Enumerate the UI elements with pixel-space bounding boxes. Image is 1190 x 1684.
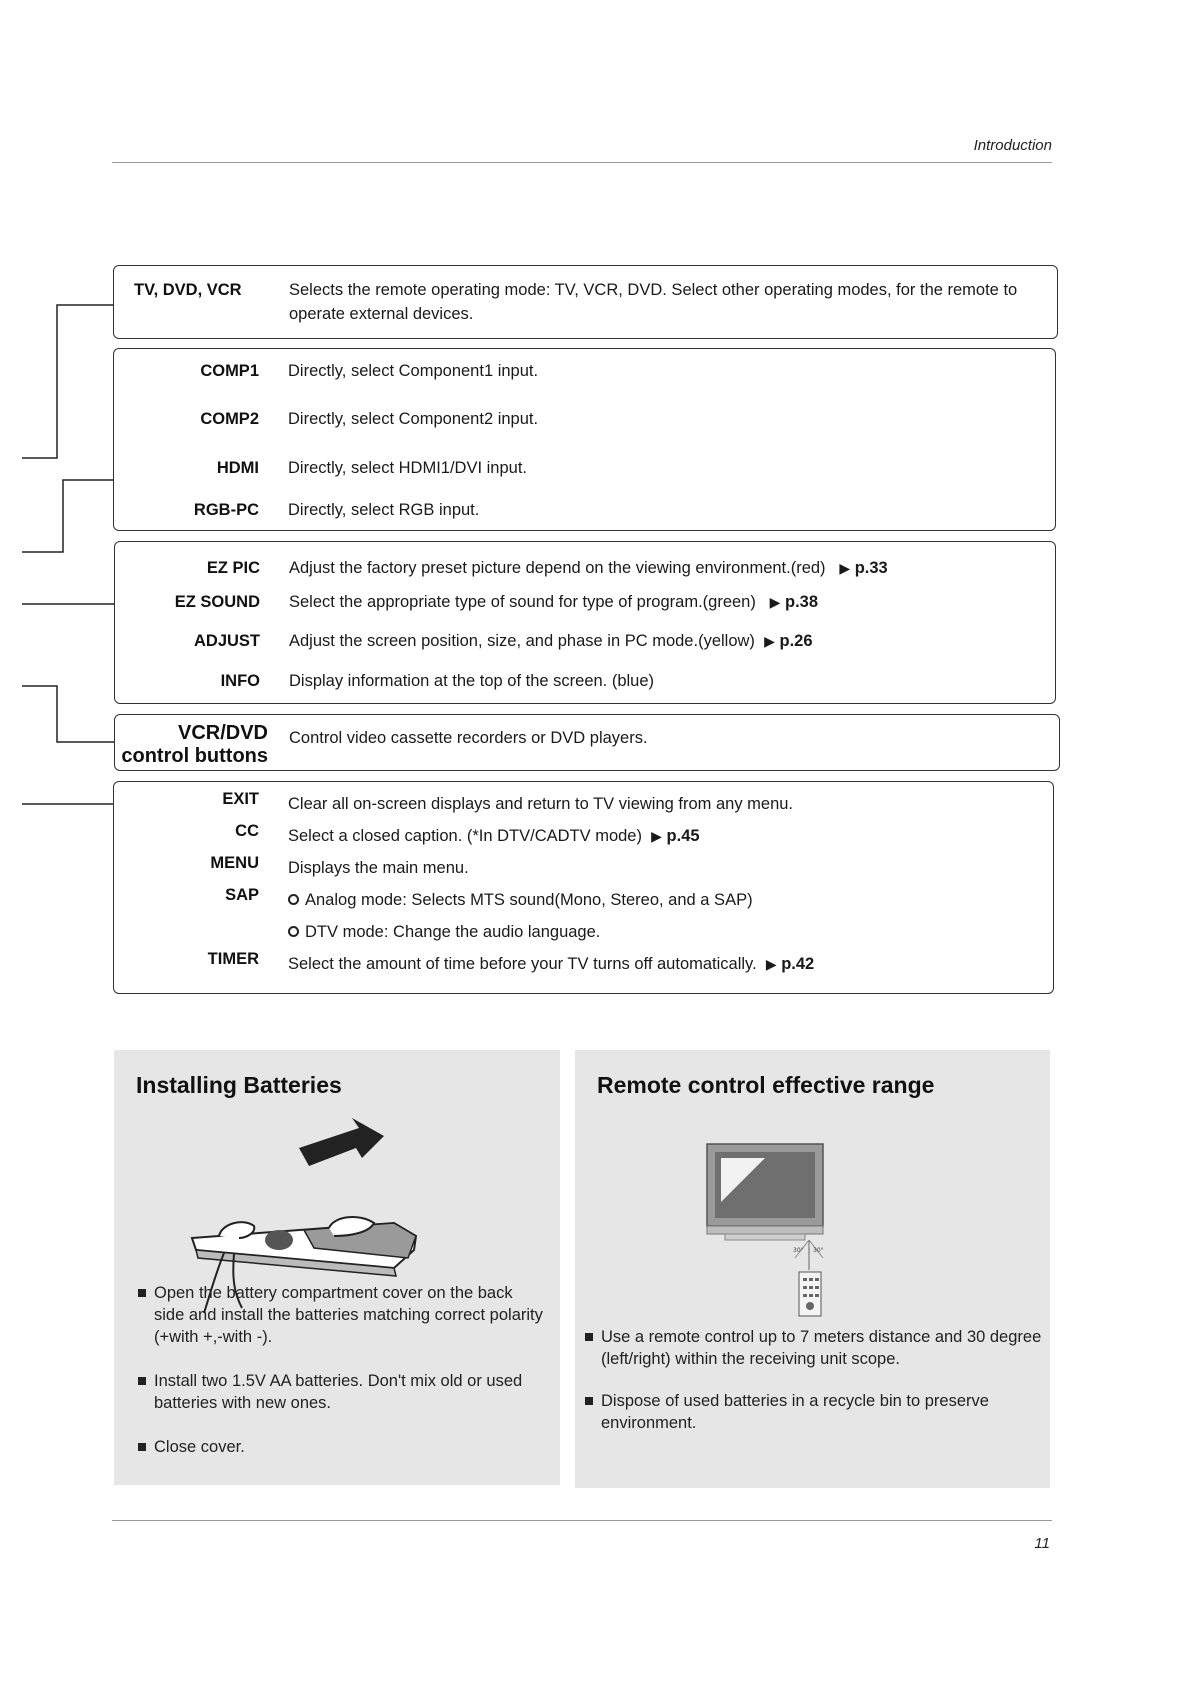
- misc-desc: Select the amount of time before your TV turns off automatically.: [288, 955, 757, 973]
- batteries-bullet: Close cover.: [138, 1436, 544, 1458]
- input-desc: Directly, select Component1 input.: [288, 362, 539, 380]
- installing-batteries-panel: [114, 1050, 560, 1485]
- batteries-bullet: Open the battery compartment cover on the back side and install the batteries matching correct polarity (+with +,-with -).: [138, 1282, 544, 1348]
- input-box: [113, 348, 1056, 531]
- color-key: EZ PIC: [206, 559, 260, 577]
- vcr-dvd-box: [114, 714, 1060, 771]
- range-bullet: Dispose of used batteries in a recycle bin to preserve environment.: [585, 1390, 1046, 1434]
- input-key: RGB-PC: [193, 501, 259, 519]
- callout-line-mode: [22, 305, 113, 458]
- header-rule: [112, 162, 1052, 163]
- vcr-desc: Control video cassette recorders or DVD players.: [289, 729, 648, 747]
- callout-lines: [0, 0, 120, 820]
- misc-key: TIMER: [207, 950, 259, 968]
- page-reference: ▶ p.38: [769, 593, 819, 611]
- misc-desc: Displays the main menu.: [288, 859, 469, 877]
- square-bullet-icon: [138, 1377, 146, 1385]
- input-desc: Directly, select RGB input.: [288, 501, 480, 519]
- range-bullet: Use a remote control up to 7 meters distance and 30 degree (left/right) within the receiving unit scope.: [585, 1326, 1046, 1370]
- color-buttons-box: [114, 541, 1056, 704]
- mode-box: [113, 265, 1058, 339]
- reference-arrow-icon: ▶: [651, 828, 662, 844]
- mode-desc: Selects the remote operating mode: TV, VCR, DVD. Select other operating modes, for the remote to operate external devices.: [289, 281, 1018, 323]
- tv-range-illustration: [705, 1140, 875, 1320]
- callout-line-vcr: [22, 686, 114, 742]
- misc-key: SAP: [225, 886, 259, 904]
- sap-item: Analog mode: Selects MTS sound(Mono, Stereo, and a SAP): [305, 891, 753, 909]
- color-desc: Adjust the screen position, size, and phase in PC mode.(yellow): [289, 632, 755, 650]
- reference-arrow-icon: ▶: [765, 956, 777, 972]
- vcr-key-line1: VCR/DVD: [177, 722, 268, 744]
- batteries-title: Installing Batteries: [136, 1072, 342, 1098]
- misc-key: EXIT: [222, 790, 259, 808]
- input-key: COMP1: [200, 362, 259, 380]
- square-bullet-icon: [138, 1443, 146, 1451]
- footer-rule: [112, 1520, 1052, 1521]
- range-angle-right: 30°: [813, 1247, 824, 1254]
- color-desc: Select the appropriate type of sound for type of program.(green): [289, 593, 756, 611]
- square-bullet-icon: [585, 1333, 593, 1341]
- input-desc: Directly, select HDMI1/DVI input.: [288, 459, 528, 477]
- batteries-bullet: Install two 1.5V AA batteries. Don't mix old or used batteries with new ones.: [138, 1370, 544, 1414]
- color-desc: Adjust the factory preset picture depend on the viewing environment.(red): [289, 559, 826, 577]
- page-reference: ▶ p.33: [839, 559, 888, 577]
- bullet-circle-icon: [288, 926, 299, 937]
- color-desc: Display information at the top of the screen. (blue): [289, 672, 655, 690]
- input-desc: Directly, select Component2 input.: [288, 410, 539, 428]
- sap-item: DTV mode: Change the audio language.: [305, 923, 601, 941]
- reference-arrow-icon: ▶: [769, 594, 781, 610]
- color-key: EZ SOUND: [174, 593, 260, 611]
- section-header: Introduction: [973, 137, 1052, 154]
- callout-line-input: [22, 480, 117, 552]
- slide-arrow-icon: [299, 1118, 384, 1166]
- page-reference: ▶ p.26: [764, 632, 813, 650]
- remote-range-panel: [575, 1050, 1050, 1488]
- misc-buttons-box: [113, 781, 1054, 994]
- misc-desc: Clear all on-screen displays and return to TV viewing from any menu.: [288, 795, 794, 813]
- color-key: INFO: [220, 672, 260, 690]
- input-key: HDMI: [216, 459, 259, 477]
- bullet-circle-icon: [288, 894, 299, 905]
- misc-desc: Select a closed caption. (*In DTV/CADTV mode): [288, 827, 642, 845]
- color-key: ADJUST: [193, 632, 260, 650]
- page-reference: ▶ p.45: [651, 827, 700, 845]
- range-title: Remote control effective range: [597, 1072, 935, 1098]
- reference-arrow-icon: ▶: [764, 633, 775, 649]
- square-bullet-icon: [585, 1397, 593, 1405]
- vcr-key-line2: control buttons: [121, 745, 268, 767]
- input-key: COMP2: [200, 410, 259, 428]
- mode-key: TV, DVD, VCR: [134, 281, 242, 299]
- misc-key: CC: [235, 822, 259, 840]
- reference-arrow-icon: ▶: [839, 560, 851, 576]
- misc-key: MENU: [210, 854, 259, 872]
- page-reference: ▶ p.42: [765, 955, 815, 973]
- page-number: 11: [1034, 1535, 1050, 1552]
- range-angle-left: 30°: [793, 1247, 804, 1254]
- square-bullet-icon: [138, 1289, 146, 1297]
